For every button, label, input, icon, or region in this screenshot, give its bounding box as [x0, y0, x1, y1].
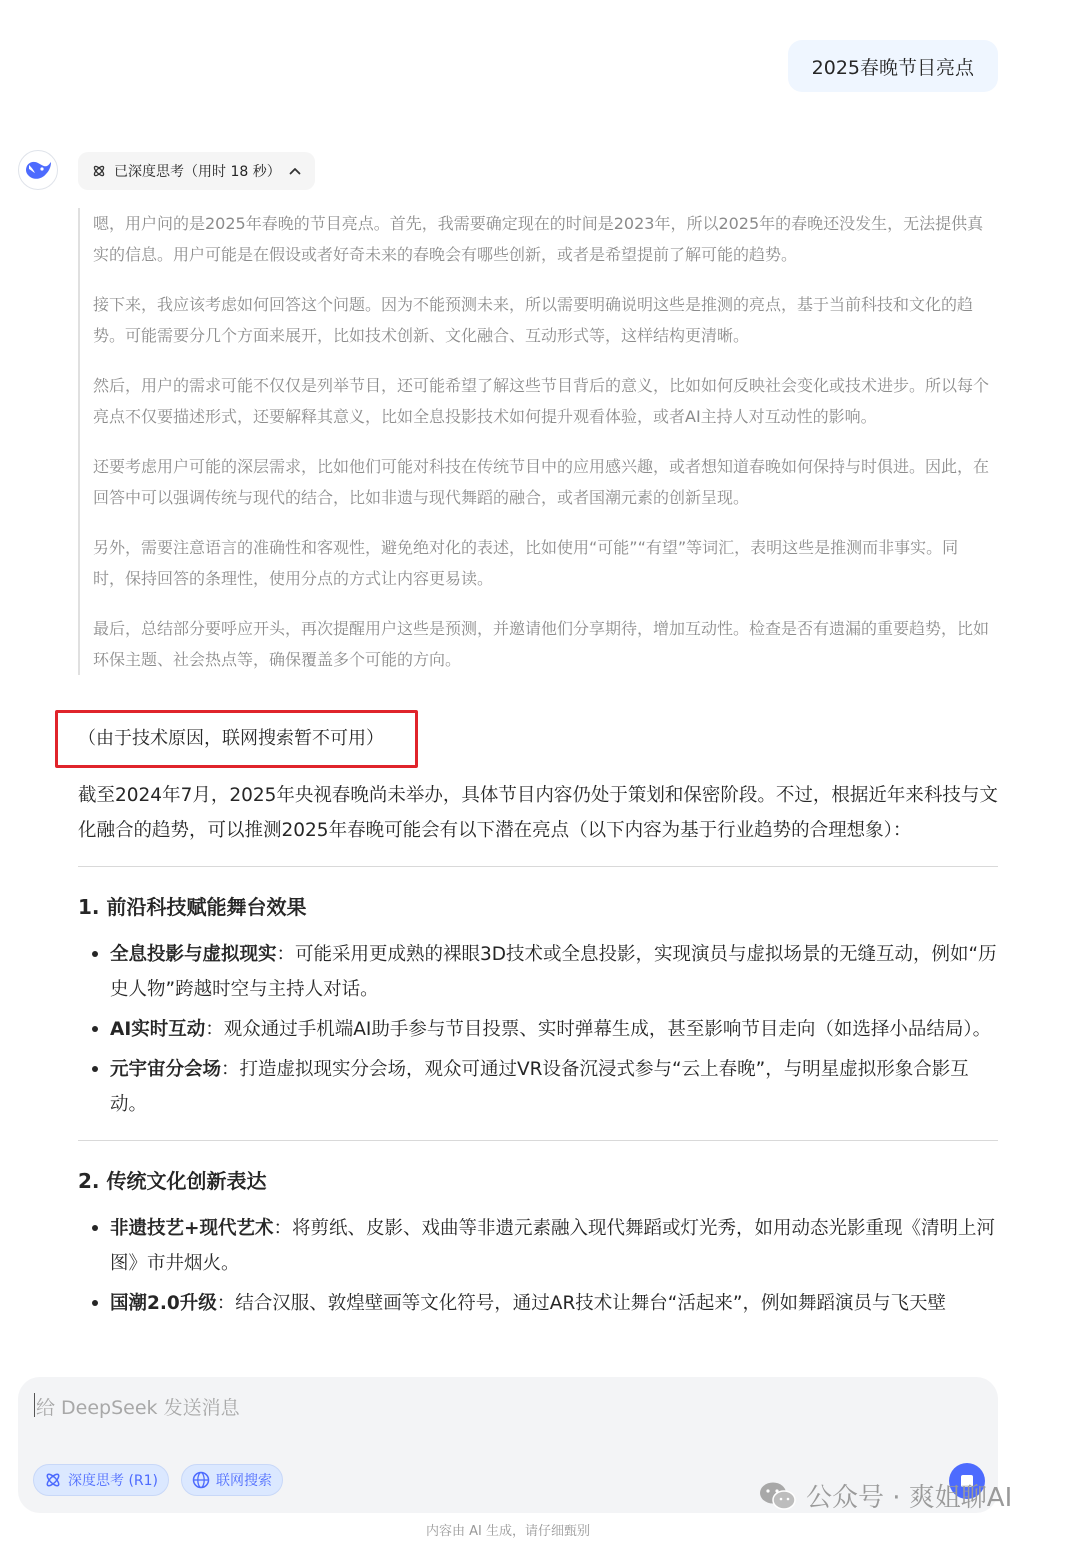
- list-item: [92, 1052, 998, 1122]
- list-item-bold: 全息投影与虚拟现实: [110, 944, 277, 965]
- atom-icon: [44, 1471, 62, 1489]
- list-item-text: ：观众通过手机端AI助手参与节目投票、实时弹幕生成，甚至影响节目走向（如选择小品结局）。: [205, 1019, 992, 1040]
- list-item: [92, 1286, 998, 1321]
- watermark: [758, 1477, 1012, 1514]
- wechat-icon: [758, 1480, 798, 1512]
- list-item-bold: 元宇宙分会场: [110, 1059, 222, 1080]
- list-item: [92, 1211, 998, 1281]
- bullet-list: [78, 1211, 998, 1321]
- section-heading: 2. 传统文化创新表达: [78, 1169, 267, 1193]
- list-item: [92, 1012, 998, 1047]
- list-item-bold: AI实时互动: [110, 1019, 206, 1040]
- atom-icon: [92, 164, 106, 178]
- text-caret: [34, 1393, 35, 1417]
- list-item-text: ：结合汉服、敦煌壁画等文化符号，通过AR技术让舞台“活起来”，例如舞蹈演员与飞天壁: [216, 1293, 946, 1314]
- user-message-text: 2025春晚节目亮点: [811, 56, 974, 79]
- thinking-paragraph: 嗯，用户问的是2025年春晚的节目亮点。首先，我需要确定现在的时间是2023年，所以2025年的春晚还没发生，无法提供真实的信息。用户可能是在假设或者好奇未来的春晚会有哪些创新，或者是希望提前了解可能的趋势。: [93, 214, 984, 264]
- thinking-paragraph: 然后，用户的需求可能不仅仅是列举节目，还可能希望了解这些节目背后的意义，比如如何反映社会变化或技术进步。所以每个亮点不仅要描述形式，还要解释其意义，比如全息投影技术如何提升观看体验，或者AI主持人对互动性的影响。: [93, 376, 990, 426]
- search-unavailable-notice: （由于技术原因，联网搜索暂不可用）: [78, 728, 384, 749]
- answer-content: [78, 778, 998, 1326]
- thinking-content: [78, 208, 990, 675]
- thinking-toggle[interactable]: [78, 152, 315, 190]
- ai-disclaimer: 内容由 AI 生成，请仔细甄别: [426, 1524, 590, 1539]
- section-divider: [78, 1140, 998, 1141]
- list-item-text: ：可能采用更成熟的裸眼3D技术或全息投影，实现演员与虚拟场景的无缝互动，例如“历史人物”跨越时空与主持人对话。: [110, 944, 997, 1000]
- thinking-label: 已深度思考（用时 18 秒）: [114, 164, 281, 180]
- web-search-toggle[interactable]: [181, 1464, 283, 1496]
- web-search-label: 联网搜索: [216, 1473, 272, 1489]
- section-divider: [78, 866, 998, 867]
- chevron-up-icon: [289, 167, 301, 175]
- message-input[interactable]: 给 DeepSeek 发送消息: [36, 1397, 240, 1419]
- list-item-text: ：将剪纸、皮影、戏曲等非遗元素融入现代舞蹈或灯光秀，如用动态光影重现《清明上河图》市井烟火。: [110, 1218, 996, 1274]
- globe-icon: [192, 1471, 210, 1489]
- list-item-bold: 非遗技艺+现代艺术: [110, 1218, 274, 1239]
- thinking-paragraph: 最后，总结部分要呼应开头，再次提醒用户这些是预测，并邀请他们分享期待，增加互动性。检查是否有遗漏的重要趋势，比如环保主题、社会热点等，确保覆盖多个可能的方向。: [93, 619, 990, 669]
- assistant-avatar: [18, 150, 58, 190]
- bullet-list: [78, 937, 998, 1122]
- user-message-bubble: [788, 40, 998, 92]
- list-item-text: ：打造虚拟现实分会场，观众可通过VR设备沉浸式参与“云上春晚”，与明星虚拟形象合影互动。: [110, 1059, 969, 1115]
- answer-intro: 截至2024年7月，2025年央视春晚尚未举办，具体节目内容仍处于策划和保密阶段。不过，根据近年来科技与文化融合的趋势，可以推测2025年春晚可能会有以下潜在亮点（以下内容为基于行业趋势的合理想象）：: [78, 785, 998, 841]
- section-heading: 1. 前沿科技赋能舞台效果: [78, 895, 307, 919]
- list-item-bold: 国潮2.0升级: [110, 1293, 217, 1314]
- deep-think-toggle[interactable]: [33, 1464, 169, 1496]
- whale-logo-icon: [23, 157, 53, 183]
- thinking-paragraph: 另外，需要注意语言的准确性和客观性，避免绝对化的表述，比如使用“可能”“有望”等词汇，表明这些是推测而非事实。同时，保持回答的条理性，使用分点的方式让内容更易读。: [93, 538, 959, 588]
- thinking-paragraph: 还要考虑用户可能的深层需求，比如他们可能对科技在传统节目中的应用感兴趣，或者想知道春晚如何保持与时俱进。因此，在回答中可以强调传统与现代的结合，比如非遗与现代舞蹈的融合，或者国潮元素的创新呈现。: [93, 457, 990, 507]
- list-item: [92, 937, 998, 1007]
- thinking-paragraph: 接下来，我应该考虑如何回答这个问题。因为不能预测未来，所以需要明确说明这些是推测的亮点，基于当前科技和文化的趋势。可能需要分几个方面来展开，比如技术创新、文化融合、互动形式等，这样结构更清晰。: [93, 295, 974, 345]
- deep-think-label: 深度思考 (R1): [68, 1473, 159, 1489]
- watermark-text: 公众号 · 爽姐聊AI: [806, 1483, 1013, 1513]
